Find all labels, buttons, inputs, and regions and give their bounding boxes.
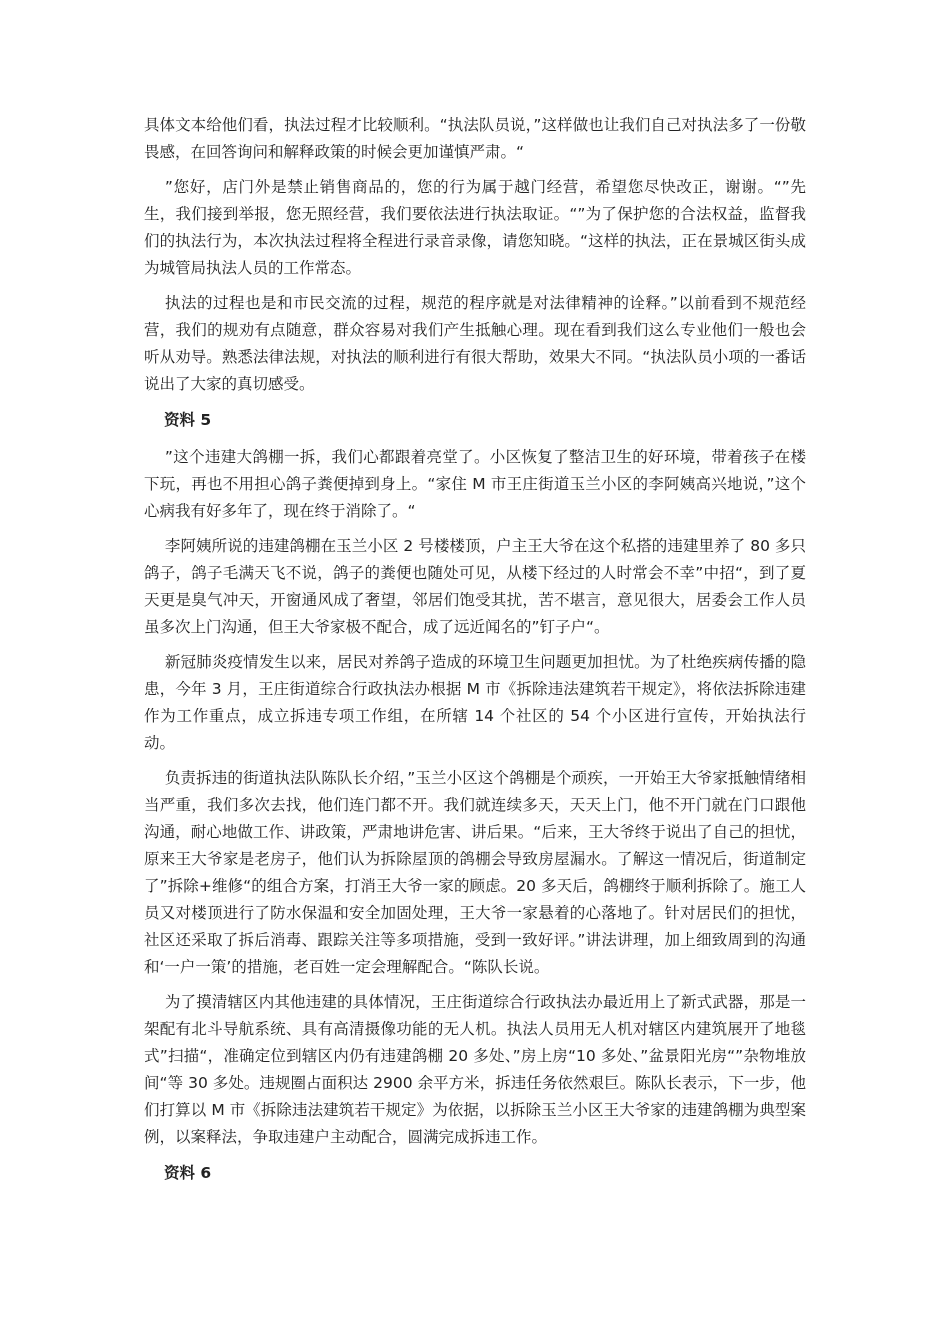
paragraph-drone-survey: 为了摸清辖区内其他违建的具体情况，王庄街道综合行政执法办最近用上了新式武器，那是一架配有北斗导航系统、具有高清摄像功能的无人机。执法人员用无人机对辖区内建筑展开了地毯式”扫描“，准确定位到辖区内仍有违建鸽棚 20 多处、”房上房“10 多处、”盆景阳光房“”杂物堆放间“等 30 多处。违规圈占面积达 2900 余平方米，拆违任务依然艰巨。陈队长表示，下一步，他们打算以 M 市《拆除违法建筑若干规定》为依据，以拆除玉兰小区王大爷家的违建鸽棚为典型案例，以案释法，争取违建户主动配合，圆满完成拆违工作。 <box>144 993 806 1146</box>
paragraph-epidemic-action: 新冠肺炎疫情发生以来，居民对养鸽子造成的环境卫生问题更加担忧。为了杜绝疾病传播的隐患，今年 3 月，王庄街道综合行政执法办根据 M 市《拆除违法建筑若干规定》，将依法拆除违建作为工作重点，成立拆违专项工作组，在所辖 14 个社区的 54 个小区进行宣传，开始执法行动。 <box>144 653 806 752</box>
paragraph-law-enforcement-process: 执法的过程也是和市民交流的过程，规范的程序就是对法律精神的诠释。”以前看到不规范经营，我们的规劝有点随意，群众容易对我们产生抵触心理。现在看到我们这么专业他们一般也会听从劝导。熟悉法律法规，对执法的顺利进行有很大帮助，效果大不同。“执法队员小项的一番话说出了大家的真切感受。 <box>144 294 806 393</box>
paragraph-captain-chen: 负责拆违的街道执法队陈队长介绍，”玉兰小区这个鸽棚是个顽疾，一开始王大爷家抵触情绪相当严重，我们多次去找，他们连门都不开。我们就连续多天，天天上门，他不开门就在门口跟他沟通，耐心地做工作、讲政策，严肃地讲危害、讲后果。“后来，王大爷终于说出了自己的担忧，原来王大爷家是老房子，他们认为拆除屋顶的鸽棚会导致房屋漏水。了解这一情况后，街道制定了”拆除+维修“的组合方案，打消王大爷一家的顾虑。20 多天后，鸽棚终于顺利拆除了。施工人员又对楼顶进行了防水保温和安全加固处理，王大爷一家悬着的心落地了。针对居民们的担忧，社区还采取了拆后消毒、跟踪关注等多项措施，受到一致好评。”讲法讲理，加上细致周到的沟通和‘一户一策’的措施，老百姓一定会理解配合。“陈队长说。 <box>144 769 806 976</box>
paragraph-pigeon-shed-removed: ”这个违建大鸽棚一拆，我们心都跟着亮堂了。小区恢复了整洁卫生的好环境，带着孩子在楼下玩，再也不用担心鸽子粪便掉到身上。“家住 M 市王庄街道玉兰小区的李阿姨高兴地说，”这个心病我有好多年了，现在终于消除了。“ <box>144 448 806 520</box>
paragraph-pigeon-shed-details: 李阿姨所说的违建鸽棚在玉兰小区 2 号楼楼顶，户主王大爷在这个私搭的违建里养了 80 多只鸽子，鸽子毛满天飞不说，鸽子的粪便也随处可见，从楼下经过的人时常会不幸”中招“，到了夏天更是臭气冲天，开窗通风成了奢望，邻居们饱受其扰，苦不堪言，意见很大，居委会工作人员虽多次上门沟通，但王大爷家极不配合，成了远近闻名的”钉子户“。 <box>144 537 806 636</box>
section-heading-material-5: 资料 5 <box>164 411 212 429</box>
paragraph-greeting-quotes: ”您好，店门外是禁止销售商品的，您的行为属于越门经营，希望您尽快改正，谢谢。“”先生，我们接到举报，您无照经营，我们要依法进行执法取证。“”为了保护您的合法权益，监督我们的执法行为，本次执法过程将全程进行录音录像，请您知晓。“这样的执法，正在景城区街头成为城管局执法人员的工作常态。 <box>144 178 806 277</box>
document-page <box>144 112 806 1197</box>
section-heading-material-6: 资料 6 <box>164 1164 212 1182</box>
paragraph-continuation: 具体文本给他们看，执法过程才比较顺利。“执法队员说，”这样做也让我们自己对执法多了一份敬畏感，在回答询问和解释政策的时候会更加谨慎严肃。“ <box>144 116 806 161</box>
